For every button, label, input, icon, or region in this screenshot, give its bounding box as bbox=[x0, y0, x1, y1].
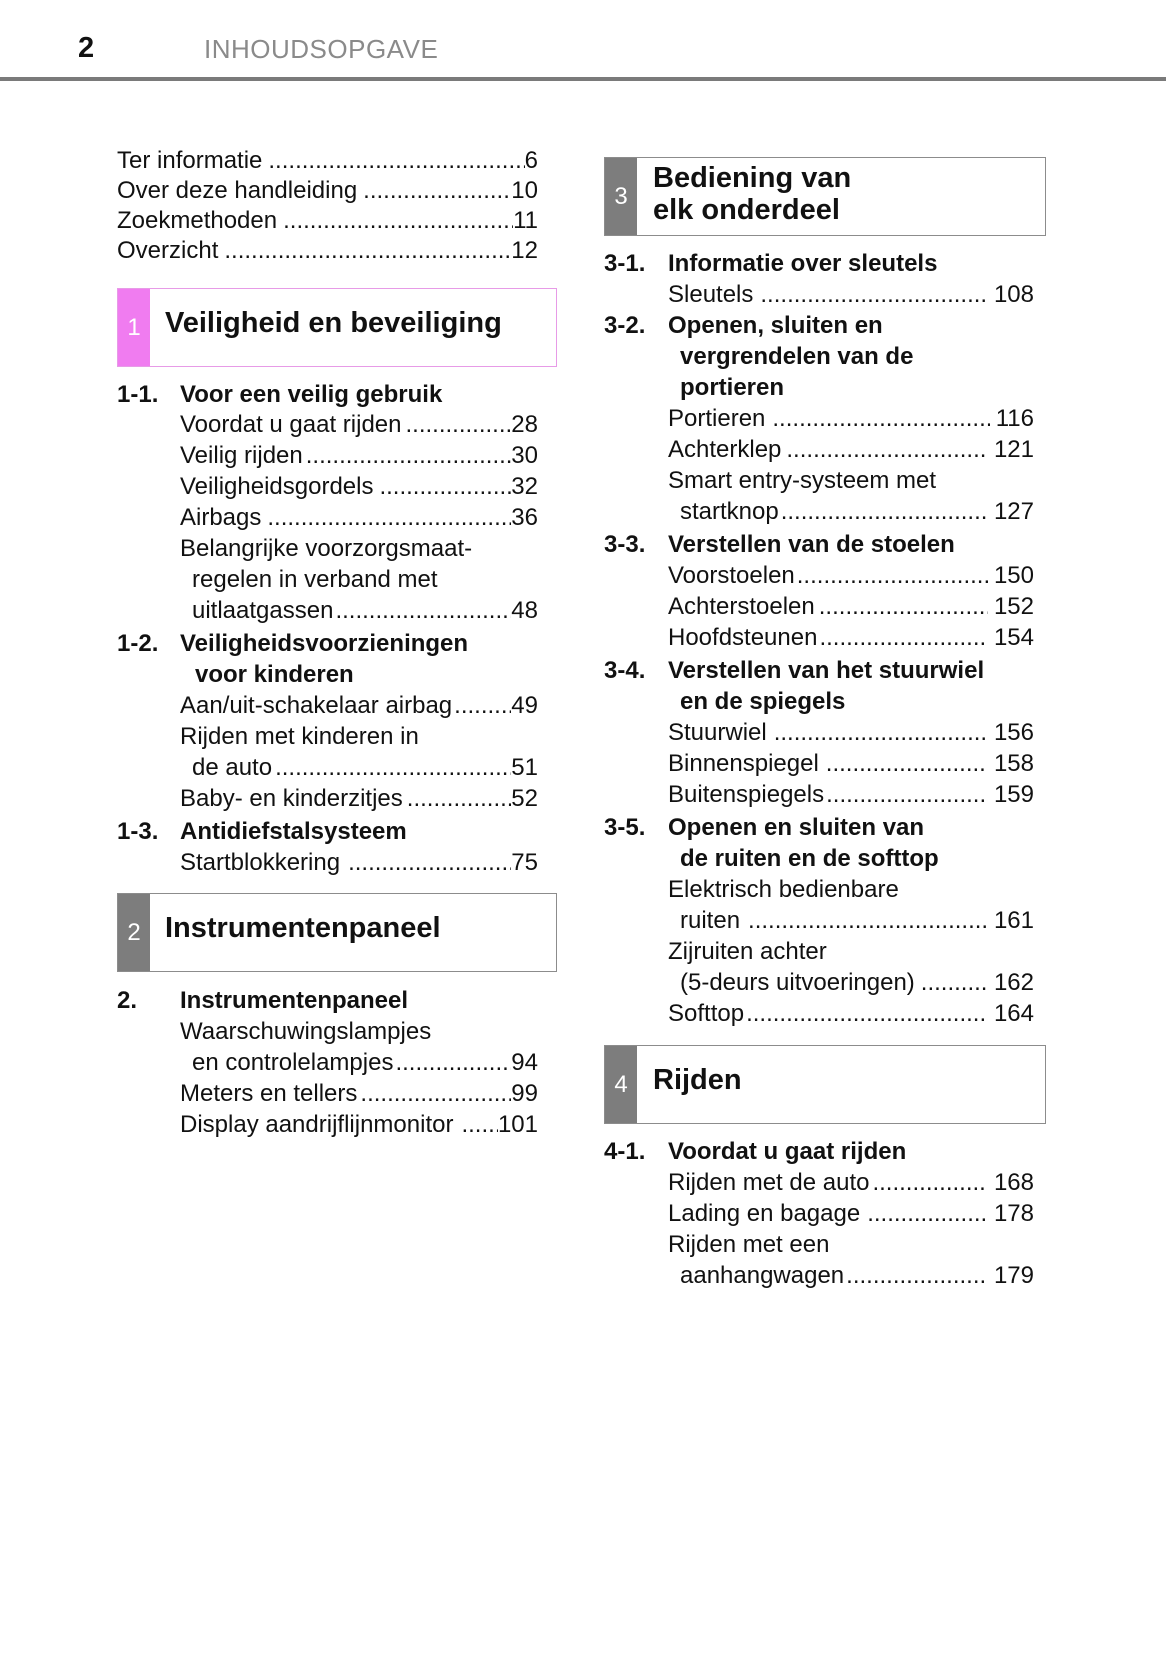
toc-entry-label: Voordat u gaat rijden bbox=[180, 411, 402, 438]
page-number: 2 bbox=[78, 32, 95, 64]
toc-leader-dots bbox=[748, 906, 988, 936]
toc-entry[interactable] bbox=[668, 749, 1034, 779]
toc-leader-dots bbox=[772, 404, 989, 434]
toc-entry-label: Veiligheidsgordels bbox=[180, 473, 374, 500]
toc-leader-dots bbox=[846, 1261, 988, 1291]
toc-entry[interactable] bbox=[668, 623, 1034, 653]
toc-entry-line: Smart entry-systeem met bbox=[668, 467, 937, 494]
toc-entry-page: 116 bbox=[995, 405, 1034, 432]
section-heading[interactable] bbox=[604, 311, 1046, 341]
section-number: 1-2. bbox=[117, 630, 159, 657]
toc-entry-page: 159 bbox=[993, 781, 1034, 808]
toc-leader-dots bbox=[379, 472, 511, 502]
toc-entry-page: 178 bbox=[993, 1200, 1034, 1227]
chapter-3-tab bbox=[605, 158, 637, 235]
section-title-line: portieren bbox=[680, 374, 785, 401]
toc-entry-label: startknop bbox=[680, 498, 779, 525]
chapter-1-tab bbox=[118, 289, 150, 366]
toc-entry-page: 48 bbox=[511, 597, 538, 624]
toc-entry[interactable] bbox=[192, 1048, 538, 1078]
toc-entry-label: Aan/uit-schakelaar airbag bbox=[180, 692, 453, 719]
toc-entry-page: 154 bbox=[993, 624, 1034, 651]
toc-entry[interactable] bbox=[680, 906, 1034, 936]
toc-entry-page: 101 bbox=[497, 1111, 538, 1138]
section-heading[interactable] bbox=[604, 656, 1046, 686]
chapter-3-title-line1: Bediening van bbox=[653, 162, 852, 194]
section-number: 3-3. bbox=[604, 531, 646, 558]
section-heading[interactable] bbox=[117, 986, 557, 1016]
toc-entry[interactable] bbox=[180, 784, 538, 814]
toc-entry-page: 158 bbox=[993, 750, 1034, 777]
toc-leader-dots bbox=[306, 441, 512, 471]
toc-entry-label: Achterklep bbox=[668, 436, 782, 463]
toc-leader-dots bbox=[774, 718, 988, 748]
chapter-4-title: Rijden bbox=[653, 1064, 742, 1096]
toc-leader-dots bbox=[819, 623, 988, 653]
toc-entry-page: 10 bbox=[511, 177, 538, 204]
section-heading[interactable] bbox=[604, 249, 1046, 279]
toc-entry-page: 52 bbox=[511, 785, 538, 812]
section-number: 3-4. bbox=[604, 657, 646, 684]
toc-entry-page: 164 bbox=[993, 1000, 1034, 1027]
toc-leader-dots bbox=[348, 848, 511, 878]
toc-leader-dots bbox=[454, 691, 511, 721]
toc-leader-dots bbox=[406, 410, 512, 440]
toc-entry-page: 162 bbox=[993, 969, 1034, 996]
section-number: 3-1. bbox=[604, 250, 646, 277]
chapter-3-number: 3 bbox=[614, 182, 628, 210]
section-title: Antidiefstalsysteem bbox=[180, 818, 407, 845]
toc-leader-dots bbox=[224, 236, 511, 266]
toc-entry[interactable] bbox=[180, 472, 538, 502]
toc-leader-dots bbox=[268, 146, 524, 176]
toc-entry[interactable] bbox=[180, 410, 538, 440]
toc-entry-page: 179 bbox=[993, 1262, 1034, 1289]
toc-entry-label: Lading en bagage bbox=[668, 1200, 861, 1227]
toc-entry-page: 150 bbox=[993, 562, 1034, 589]
section-title: Voordat u gaat rijden bbox=[668, 1138, 907, 1165]
toc-entry-label: Display aandrijflijnmonitor bbox=[180, 1111, 454, 1138]
toc-entry-label: Hoofdsteunen bbox=[668, 624, 818, 651]
toc-leader-dots bbox=[275, 753, 511, 783]
toc-entry-label: Airbags bbox=[180, 504, 262, 531]
toc-leader-dots bbox=[395, 1048, 511, 1078]
toc-entry[interactable] bbox=[180, 848, 538, 878]
chapter-3-box[interactable] bbox=[604, 157, 1046, 236]
toc-entry-label: en controlelampjes bbox=[192, 1049, 394, 1076]
toc-entry-line: Belangrijke voorzorgsmaat- bbox=[180, 535, 473, 562]
toc-leader-dots bbox=[786, 435, 988, 465]
toc-leader-dots bbox=[360, 1079, 511, 1109]
toc-entry[interactable] bbox=[117, 236, 538, 266]
toc-entry-page: 127 bbox=[993, 498, 1034, 525]
toc-entry-page: 49 bbox=[511, 692, 538, 719]
toc-entry[interactable] bbox=[668, 999, 1034, 1029]
toc-entry[interactable] bbox=[668, 561, 1034, 591]
toc-entry-page: 152 bbox=[993, 593, 1034, 620]
section-heading[interactable] bbox=[117, 817, 557, 847]
section-heading[interactable] bbox=[604, 530, 1046, 560]
section-number: 3-5. bbox=[604, 814, 646, 841]
toc-entry-page: 30 bbox=[511, 442, 538, 469]
toc-entry-line: Zijruiten achter bbox=[668, 938, 827, 965]
toc-entry-label: ruiten bbox=[680, 907, 741, 934]
toc-entry-page: 12 bbox=[511, 237, 538, 264]
toc-entry-label: Rijden met de auto bbox=[668, 1169, 870, 1196]
toc-entry-page: 32 bbox=[511, 473, 538, 500]
toc-entry-page: 99 bbox=[511, 1080, 538, 1107]
toc-leader-dots bbox=[867, 1199, 988, 1229]
section-number: 1-3. bbox=[117, 818, 159, 845]
toc-entry-page: 28 bbox=[511, 411, 538, 438]
toc-entry-label: Startblokkering bbox=[180, 849, 341, 876]
section-number: 1-1. bbox=[117, 381, 159, 408]
toc-leader-dots bbox=[819, 592, 988, 622]
toc-entry-label: Meters en tellers bbox=[180, 1080, 358, 1107]
chapter-2-number: 2 bbox=[127, 918, 141, 946]
toc-leader-dots bbox=[407, 784, 512, 814]
toc-leader-dots bbox=[826, 749, 988, 779]
section-number: 3-2. bbox=[604, 312, 646, 339]
toc-entry[interactable] bbox=[192, 753, 538, 783]
toc-entry-page: 11 bbox=[513, 207, 538, 234]
toc-entry-label: Overzicht bbox=[117, 237, 219, 264]
section-title: Openen en sluiten van bbox=[668, 814, 925, 841]
toc-entry-label: (5-deurs uitvoeringen) bbox=[680, 969, 915, 996]
toc-entry[interactable] bbox=[668, 592, 1034, 622]
section-title: Voor een veilig gebruik bbox=[180, 381, 443, 408]
toc-entry[interactable] bbox=[117, 206, 538, 236]
toc-entry-label: Sleutels bbox=[668, 281, 754, 308]
toc-entry-page: 94 bbox=[511, 1049, 538, 1076]
toc-entry[interactable] bbox=[117, 176, 538, 206]
header-rule bbox=[0, 77, 1166, 81]
toc-leader-dots bbox=[760, 280, 988, 310]
toc-entry[interactable] bbox=[117, 146, 538, 176]
toc-leader-dots bbox=[267, 503, 511, 533]
toc-leader-dots bbox=[797, 561, 988, 591]
toc-entry[interactable] bbox=[680, 968, 1034, 998]
toc-entry-label: Zoekmethoden bbox=[117, 207, 278, 234]
chapter-2-box[interactable] bbox=[117, 893, 557, 972]
toc-entry-page: 108 bbox=[993, 281, 1034, 308]
toc-entry-label: Binnenspiegel bbox=[668, 750, 819, 777]
toc-entry-line: Rijden met kinderen in bbox=[180, 723, 419, 750]
toc-entry-page: 156 bbox=[993, 719, 1034, 746]
toc-leader-dots bbox=[746, 999, 988, 1029]
section-title-line: de ruiten en de softtop bbox=[680, 845, 939, 872]
toc-entry-label: Veilig rijden bbox=[180, 442, 303, 469]
toc-entry-line: Rijden met een bbox=[668, 1231, 830, 1258]
toc-entry-page: 168 bbox=[993, 1169, 1034, 1196]
toc-entry-label: uitlaatgassen bbox=[192, 597, 334, 624]
toc-entry-label: Voorstoelen bbox=[668, 562, 795, 589]
toc-entry[interactable] bbox=[180, 691, 538, 721]
toc-entry-label: Baby- en kinderzitjes bbox=[180, 785, 403, 812]
toc-entry-page: 75 bbox=[511, 849, 538, 876]
toc-entry-label: de auto bbox=[192, 754, 273, 781]
chapter-2-title: Instrumentenpaneel bbox=[165, 912, 441, 944]
toc-leader-dots bbox=[335, 596, 511, 626]
section-title: Instrumentenpaneel bbox=[180, 987, 409, 1014]
toc-entry-page: 36 bbox=[511, 504, 538, 531]
toc-leader-dots bbox=[781, 497, 988, 527]
toc-entry-label: Softtop bbox=[668, 1000, 745, 1027]
page-header bbox=[0, 0, 1166, 82]
toc-entry[interactable] bbox=[192, 596, 538, 626]
toc-entry-label: Ter informatie bbox=[117, 147, 263, 174]
chapter-3-title-line2: elk onderdeel bbox=[653, 194, 840, 226]
toc-entry[interactable] bbox=[668, 280, 1034, 310]
toc-entry-page: 121 bbox=[993, 436, 1034, 463]
chapter-2-tab bbox=[118, 894, 150, 971]
toc-entry[interactable] bbox=[180, 1110, 538, 1140]
toc-entry[interactable] bbox=[668, 780, 1034, 810]
toc-leader-dots bbox=[461, 1110, 498, 1140]
toc-leader-dots bbox=[363, 176, 511, 206]
section-title: Openen, sluiten en bbox=[668, 312, 883, 339]
chapter-4-number: 4 bbox=[614, 1070, 628, 1098]
toc-entry[interactable] bbox=[180, 441, 538, 471]
toc-leader-dots bbox=[921, 968, 988, 998]
toc-entry[interactable] bbox=[680, 497, 1034, 527]
toc-entry-label: Portieren bbox=[668, 405, 766, 432]
chapter-4-box[interactable] bbox=[604, 1045, 1046, 1124]
chapter-4-tab bbox=[605, 1046, 637, 1123]
toc-entry[interactable] bbox=[180, 1079, 538, 1109]
toc-entry-label: Over deze handleiding bbox=[117, 177, 358, 204]
section-heading[interactable] bbox=[117, 380, 557, 410]
toc-entry[interactable] bbox=[668, 1168, 1034, 1198]
toc-entry[interactable] bbox=[680, 1261, 1034, 1291]
toc-entry-page: 161 bbox=[993, 907, 1034, 934]
toc-entry[interactable] bbox=[180, 503, 538, 533]
toc-entry-line: Waarschuwingslampjes bbox=[180, 1018, 432, 1045]
section-title: Informatie over sleutels bbox=[668, 250, 938, 277]
chapter-1-number: 1 bbox=[127, 313, 141, 341]
section-heading[interactable] bbox=[604, 1137, 1046, 1167]
section-heading[interactable] bbox=[604, 813, 1046, 843]
toc-entry-label: Achterstoelen bbox=[668, 593, 815, 620]
toc-leader-dots bbox=[826, 780, 988, 810]
toc-entry[interactable] bbox=[668, 404, 1034, 434]
section-number: 4-1. bbox=[604, 1138, 646, 1165]
section-number: 2. bbox=[117, 987, 138, 1014]
section-title: Verstellen van de stoelen bbox=[668, 531, 955, 558]
toc-entry-label: Stuurwiel bbox=[668, 719, 767, 746]
header-title: INHOUDSOPGAVE bbox=[204, 34, 439, 64]
toc-entry-line: Elektrisch bedienbare bbox=[668, 876, 899, 903]
toc-leader-dots bbox=[872, 1168, 987, 1198]
section-title-line: vergrendelen van de bbox=[680, 343, 914, 370]
toc-entry-page: 6 bbox=[524, 147, 538, 174]
chapter-1-title: Veiligheid en beveiliging bbox=[165, 307, 502, 339]
section-title: Verstellen van het stuurwiel bbox=[668, 657, 985, 684]
section-title-line: en de spiegels bbox=[680, 688, 846, 715]
section-title: Veiligheidsvoorzieningen bbox=[180, 630, 469, 657]
section-heading[interactable] bbox=[117, 629, 557, 659]
toc-leader-dots bbox=[283, 206, 513, 236]
chapter-1-box[interactable] bbox=[117, 288, 557, 367]
toc-entry-line: regelen in verband met bbox=[192, 566, 438, 593]
toc-entry[interactable] bbox=[668, 435, 1034, 465]
toc-entry-page: 51 bbox=[511, 754, 538, 781]
toc-entry-label: Buitenspiegels bbox=[668, 781, 825, 808]
toc-entry[interactable] bbox=[668, 1199, 1034, 1229]
toc-entry-label: aanhangwagen bbox=[680, 1262, 845, 1289]
section-title-line: voor kinderen bbox=[195, 661, 354, 688]
toc-entry[interactable] bbox=[668, 718, 1034, 748]
